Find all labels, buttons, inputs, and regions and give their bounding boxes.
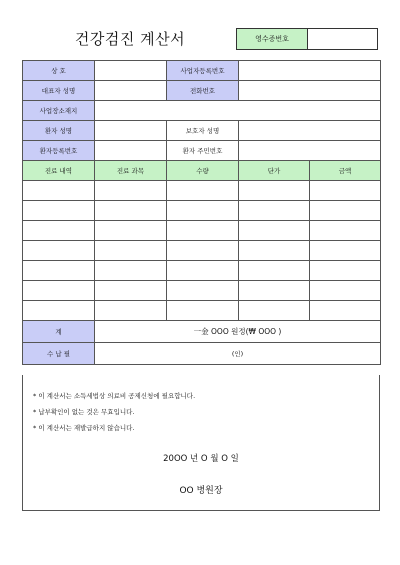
receipt-stamp-text: (인) bbox=[95, 343, 381, 365]
item-cell[interactable] bbox=[239, 301, 310, 321]
item-cell[interactable] bbox=[95, 301, 167, 321]
item-cell[interactable] bbox=[239, 221, 310, 241]
item-cell[interactable] bbox=[310, 201, 381, 221]
item-row bbox=[23, 221, 381, 241]
biz-reg-field[interactable] bbox=[239, 61, 381, 81]
item-cell[interactable] bbox=[23, 201, 95, 221]
col-header-unit-price: 단가 bbox=[239, 161, 310, 181]
receipt-number-field[interactable] bbox=[308, 29, 377, 49]
item-cell[interactable] bbox=[239, 181, 310, 201]
rep-name-label: 대표자 성명 bbox=[23, 81, 95, 101]
item-row bbox=[23, 281, 381, 301]
item-cell[interactable] bbox=[167, 281, 239, 301]
item-cell[interactable] bbox=[239, 261, 310, 281]
patient-reg-field[interactable] bbox=[95, 141, 167, 161]
col-header-quantity: 수량 bbox=[167, 161, 239, 181]
item-cell[interactable] bbox=[310, 181, 381, 201]
item-cell[interactable] bbox=[310, 241, 381, 261]
item-cell[interactable] bbox=[23, 181, 95, 201]
receipt-number-box bbox=[236, 28, 378, 50]
item-cell[interactable] bbox=[239, 241, 310, 261]
guardian-name-label: 보호자 성명 bbox=[167, 121, 239, 141]
patient-id-field[interactable] bbox=[239, 141, 381, 161]
item-cell[interactable] bbox=[167, 301, 239, 321]
rep-name-field[interactable] bbox=[95, 81, 167, 101]
notes-section bbox=[22, 375, 380, 511]
col-header-amount: 금액 bbox=[310, 161, 381, 181]
invoice-table bbox=[22, 60, 381, 365]
item-cell[interactable] bbox=[23, 241, 95, 261]
item-cell[interactable] bbox=[95, 281, 167, 301]
trade-name-label: 상 호 bbox=[23, 61, 95, 81]
phone-field[interactable] bbox=[239, 81, 381, 101]
item-row bbox=[23, 301, 381, 321]
item-cell[interactable] bbox=[167, 181, 239, 201]
item-cell[interactable] bbox=[167, 201, 239, 221]
item-rows bbox=[23, 181, 381, 321]
phone-label: 전화번호 bbox=[167, 81, 239, 101]
item-cell[interactable] bbox=[310, 221, 381, 241]
item-cell[interactable] bbox=[310, 301, 381, 321]
item-cell[interactable] bbox=[23, 281, 95, 301]
note-line: * 납부확인이 없는 것은 무효입니다. bbox=[33, 408, 135, 416]
item-cell[interactable] bbox=[167, 221, 239, 241]
total-label: 계 bbox=[23, 321, 95, 343]
item-row bbox=[23, 241, 381, 261]
patient-name-label: 환자 성명 bbox=[23, 121, 95, 141]
receipt-stamp-label: 수 납 필 bbox=[23, 343, 95, 365]
item-cell[interactable] bbox=[95, 181, 167, 201]
item-cell[interactable] bbox=[239, 281, 310, 301]
trade-name-field[interactable] bbox=[95, 61, 167, 81]
total-amount-text: 一金 OOO 원정(₩ OOO ) bbox=[95, 321, 381, 343]
item-cell[interactable] bbox=[23, 261, 95, 281]
item-cell[interactable] bbox=[95, 201, 167, 221]
item-row bbox=[23, 201, 381, 221]
item-cell[interactable] bbox=[23, 301, 95, 321]
patient-name-field[interactable] bbox=[95, 121, 167, 141]
item-cell[interactable] bbox=[95, 241, 167, 261]
hospital-signature: OO 병원장 bbox=[179, 486, 223, 496]
col-header-treatment: 진료 내역 bbox=[23, 161, 95, 181]
item-row bbox=[23, 261, 381, 281]
receipt-number-label: 영수증번호 bbox=[237, 29, 308, 49]
item-cell[interactable] bbox=[167, 241, 239, 261]
note-line: * 이 계산서는 재발급하지 않습니다. bbox=[33, 424, 135, 432]
biz-reg-label: 사업자등록번호 bbox=[167, 61, 239, 81]
biz-address-label: 사업장소재지 bbox=[23, 101, 95, 121]
patient-id-label: 환자 주민번호 bbox=[167, 141, 239, 161]
item-cell[interactable] bbox=[23, 221, 95, 241]
item-row bbox=[23, 181, 381, 201]
item-cell[interactable] bbox=[239, 201, 310, 221]
item-cell[interactable] bbox=[95, 221, 167, 241]
item-cell[interactable] bbox=[167, 261, 239, 281]
issue-date: 20OO 년 O 월 O 일 bbox=[163, 454, 239, 464]
note-line: * 이 계산서는 소득세법상 의료비 공제신청에 필요합니다. bbox=[33, 392, 196, 400]
item-cell[interactable] bbox=[310, 261, 381, 281]
item-cell[interactable] bbox=[310, 281, 381, 301]
document-title: 건강검진 계산서 bbox=[74, 30, 186, 48]
guardian-name-field[interactable] bbox=[239, 121, 381, 141]
col-header-department: 진료 과목 bbox=[95, 161, 167, 181]
item-cell[interactable] bbox=[95, 261, 167, 281]
biz-address-field[interactable] bbox=[95, 101, 381, 121]
patient-reg-label: 환자등록번호 bbox=[23, 141, 95, 161]
